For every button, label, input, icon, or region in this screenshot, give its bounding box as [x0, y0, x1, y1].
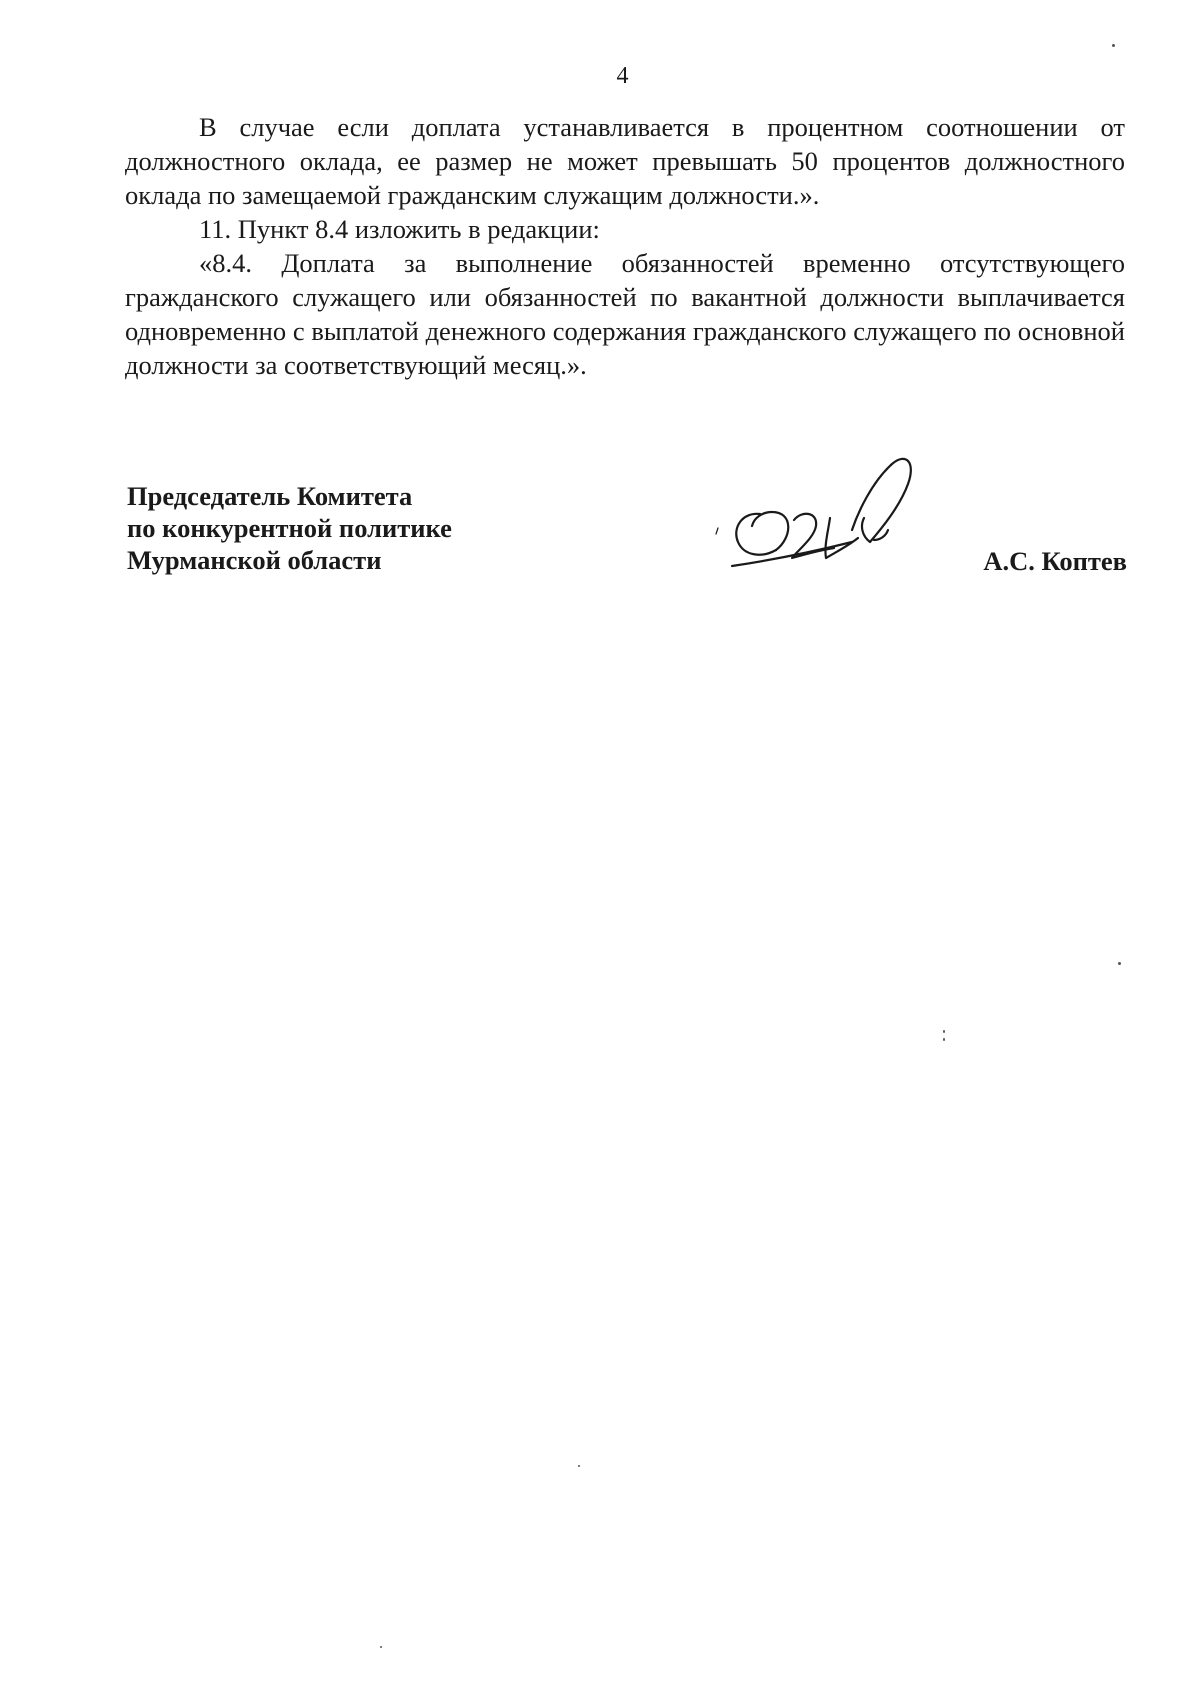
signer-name: А.С. Коптев — [983, 546, 1127, 576]
scan-speck — [943, 1030, 945, 1033]
paragraph-surcharge-limit: В случае если доплата устанавливается в процентном соотношении от должностного оклада, ее размер не может превышать 50 процентов должностного оклада по замещаемой гражданским служащим должности.». — [125, 112, 1125, 210]
scan-speck — [1118, 962, 1121, 965]
paragraph-item-8-4: «8.4. Доплата за выполнение обязанностей временно отсутствующего гражданского служащего или обязанностей по вакантной должности выплачивается одновременно с выплатой денежного содержания гражданского служащего по основной должности за соответствующий месяц.». — [125, 248, 1125, 380]
signer-title — [127, 480, 452, 576]
scan-speck — [943, 1038, 945, 1041]
scan-speck — [380, 1646, 382, 1648]
paragraph-item-11: 11. Пункт 8.4 изложить в редакции: — [199, 214, 600, 244]
signer-title-line: Мурманской области — [127, 545, 382, 575]
handwritten-signature-icon — [702, 442, 942, 582]
signer-title-line: по конкурентной политике — [127, 513, 452, 543]
scan-speck — [1112, 44, 1115, 47]
scan-speck — [578, 1465, 580, 1467]
page-number: 4 — [616, 63, 629, 89]
signer-title-line: Председатель Комитета — [127, 481, 413, 511]
document-body — [125, 110, 1125, 382]
signature-block — [127, 480, 1127, 600]
